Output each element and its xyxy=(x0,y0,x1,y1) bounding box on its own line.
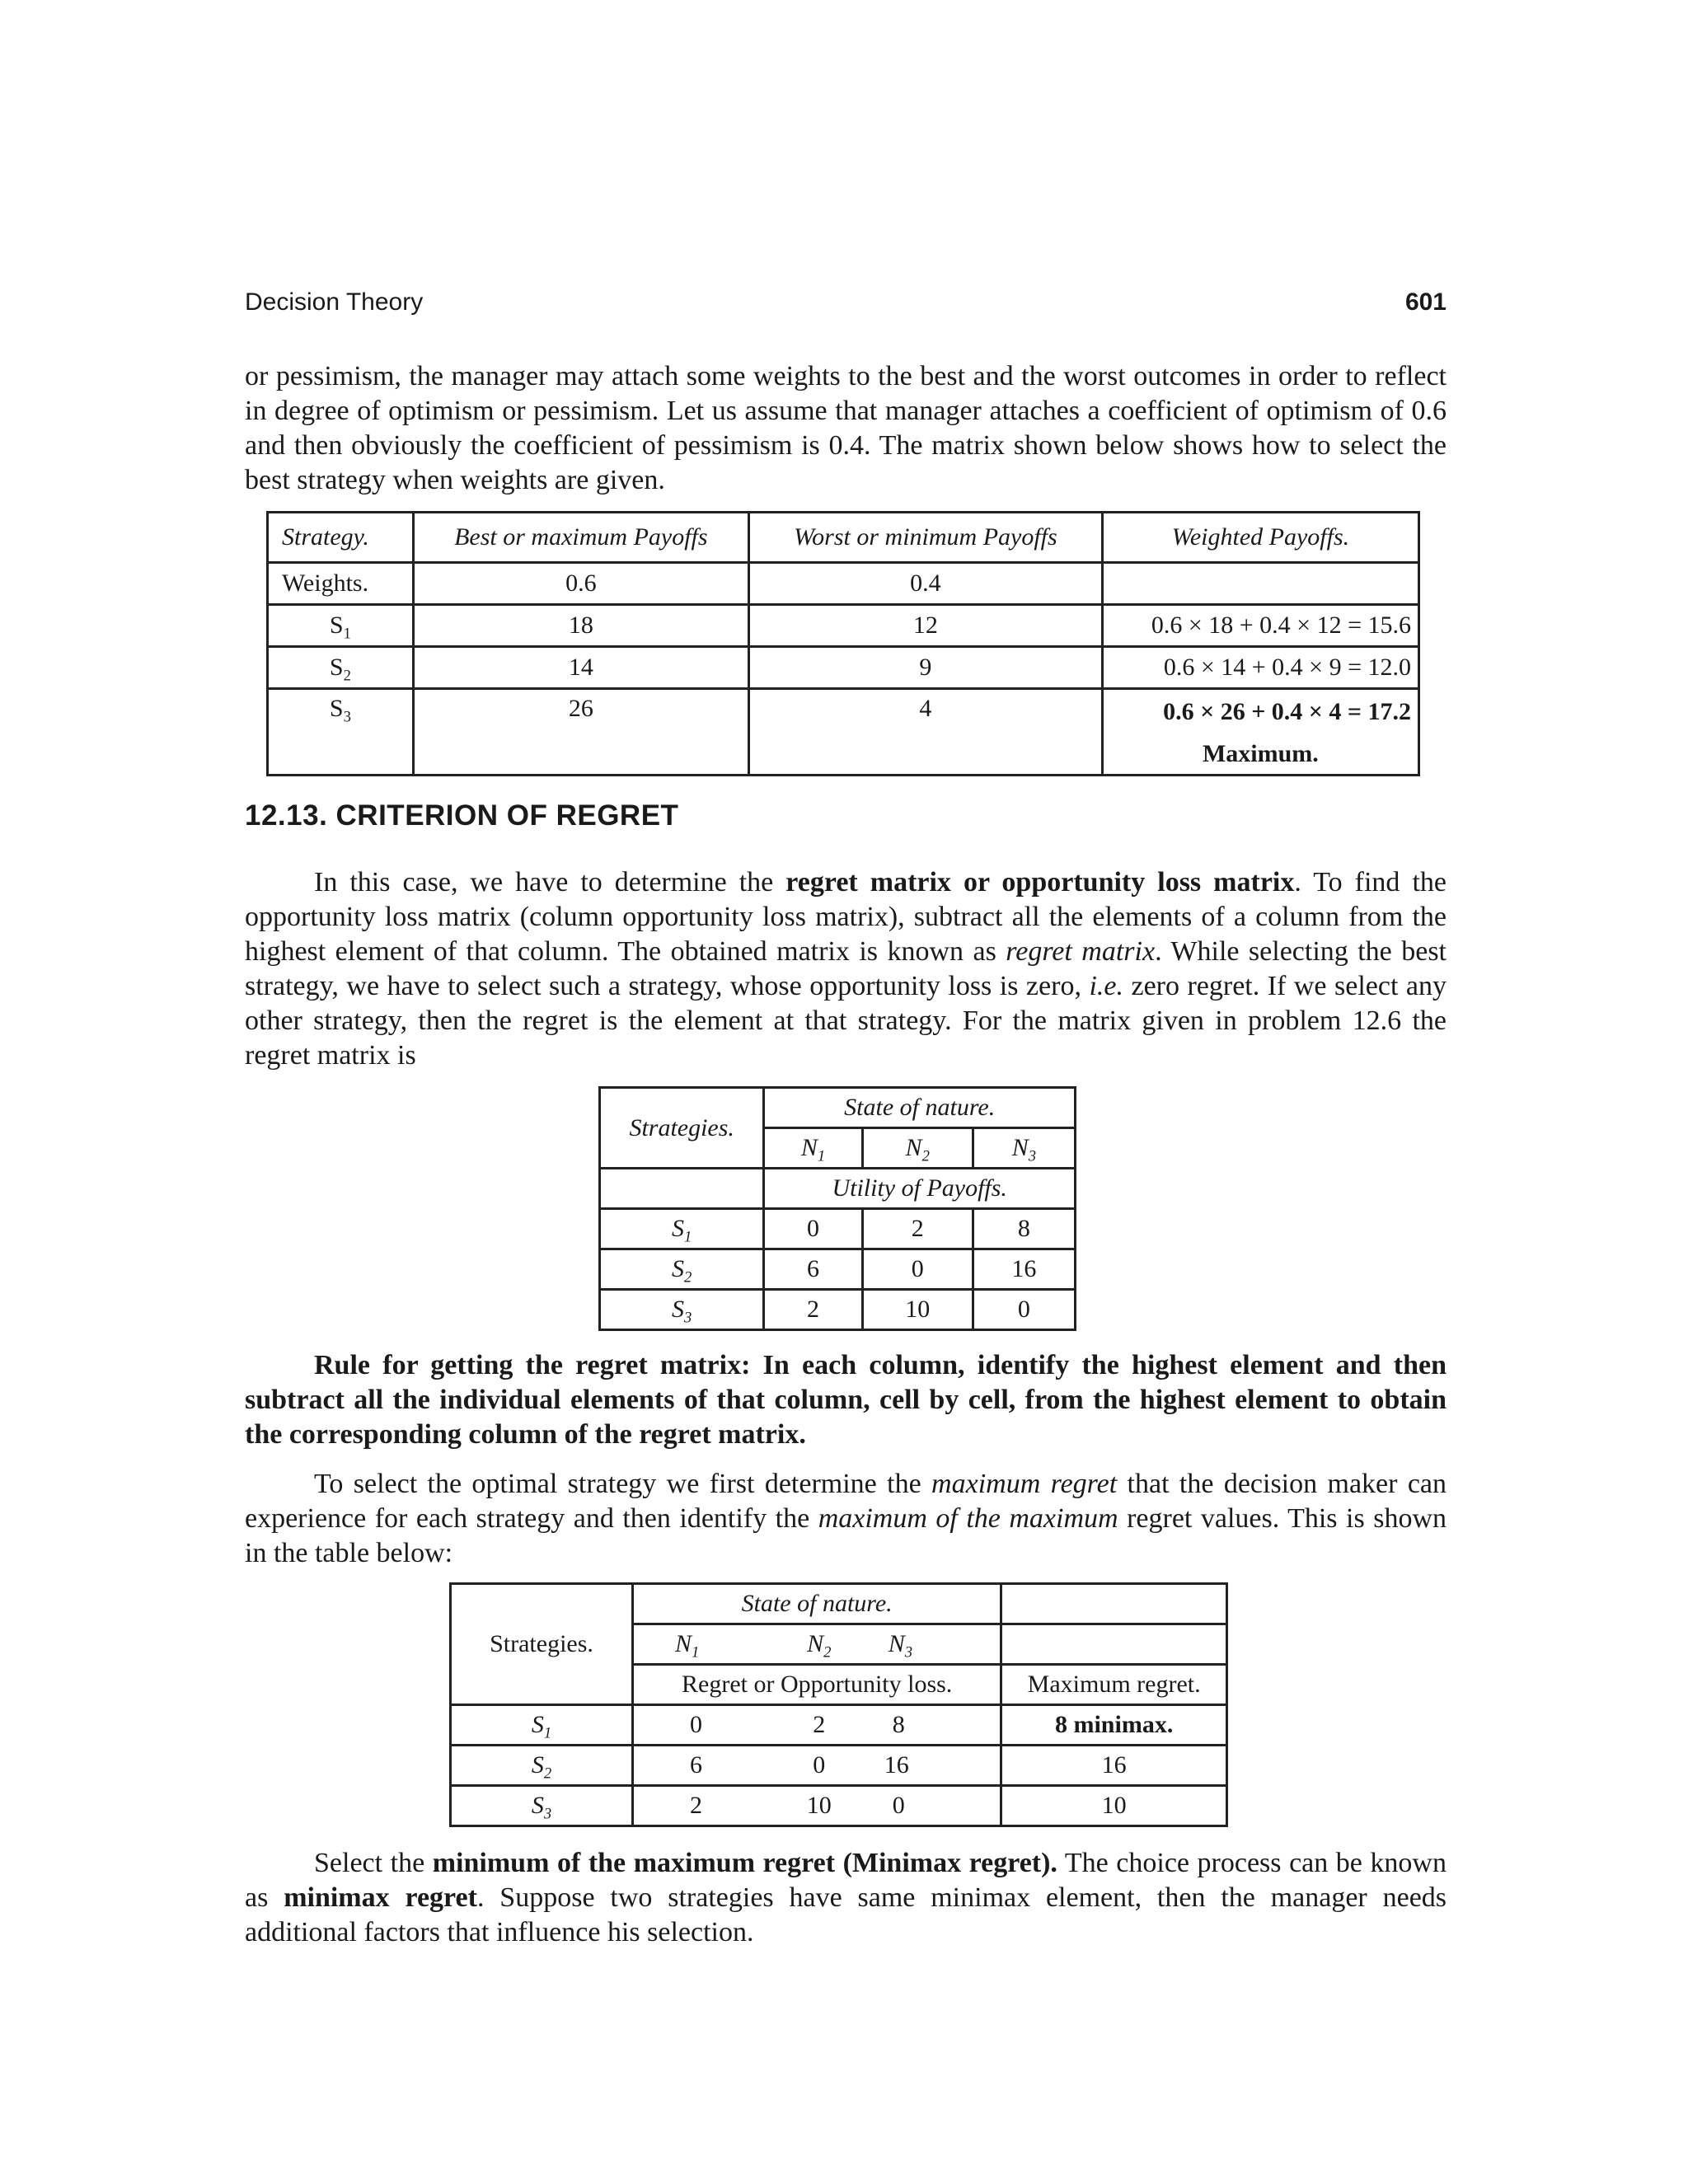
value-cell: 10 xyxy=(754,1786,884,1826)
page-number: 601 xyxy=(1404,288,1447,316)
strategy-cell: $S_3$ xyxy=(451,1786,633,1826)
strategy-cell: $S_1$ xyxy=(268,605,414,647)
value-cell: 0 xyxy=(862,1249,973,1290)
value-cell: 6 xyxy=(633,1746,754,1786)
worst-cell: 12 xyxy=(748,605,1102,647)
value-cell: 2 xyxy=(633,1786,754,1826)
utility-label: Utility of Payoffs. xyxy=(764,1169,1076,1209)
value-cell: 0 xyxy=(754,1746,884,1786)
max-regret-cell: 10 xyxy=(1001,1786,1227,1826)
col-n2: $N_2$ xyxy=(754,1624,884,1665)
best-cell: 14 xyxy=(413,647,748,689)
rule-paragraph: Rule for getting the regret matrix: In each column, identify the highest element and then subtract all the individual elements of that column, cell by cell, from the highest element to obtain the corresponding column of the regret matrix. xyxy=(245,1350,1447,1450)
weight-worst: 0.4 xyxy=(748,563,1102,605)
value-cell: 16 xyxy=(973,1249,1075,1290)
table-row xyxy=(451,1786,1227,1826)
strategy-cell: $S_2$ xyxy=(600,1249,764,1290)
strategy-cell: $S_2$ xyxy=(268,647,414,689)
weighted-cell-max: 0.6 × 26 + 0.4 × 4 = 17.2 xyxy=(1102,689,1418,735)
value-cell: 2 xyxy=(764,1290,862,1330)
state-of-nature-label: State of nature. xyxy=(764,1088,1076,1128)
weights-row xyxy=(268,563,1419,605)
best-cell: 18 xyxy=(413,605,748,647)
max-regret-cell: 8 minimax. xyxy=(1001,1705,1227,1746)
maximum-note: Maximum. xyxy=(1102,734,1418,776)
table-row xyxy=(451,1746,1227,1786)
col-n2: $N_2$ xyxy=(862,1128,973,1169)
weighted-cell: 0.6 × 18 + 0.4 × 12 = 15.6 xyxy=(1102,605,1418,647)
value-cell: 0 xyxy=(764,1209,862,1249)
intro-paragraph: or pessimism, the manager may attach some weights to the best and the worst outcomes in order to reflect in degree of optimism or pessimism. Let us assume that manager attaches a coefficient of optimism of 0.6 and then obviously the coefficient of pessimism is 0.4. The matrix shown below shows how to select the best strategy when weights are given. xyxy=(245,361,1447,495)
table-row xyxy=(600,1290,1076,1330)
strategies-label: Strategies. xyxy=(600,1088,764,1169)
value-cell: 0 xyxy=(633,1705,754,1746)
worst-cell: 4 xyxy=(748,689,1102,735)
regret-matrix-table xyxy=(598,1086,1076,1331)
value-cell: 8 xyxy=(884,1705,1001,1746)
value-cell: 0 xyxy=(973,1290,1075,1330)
regret-label: Regret or Opportunity loss. xyxy=(633,1665,1001,1705)
table-header-row xyxy=(451,1584,1227,1624)
table-row xyxy=(268,689,1419,735)
table-row xyxy=(600,1209,1076,1249)
table-row xyxy=(600,1249,1076,1290)
table-header-row xyxy=(600,1088,1076,1128)
weight-empty xyxy=(1102,563,1418,605)
value-cell: 10 xyxy=(862,1290,973,1330)
value-cell: 8 xyxy=(973,1209,1075,1249)
note-row xyxy=(268,734,1419,776)
value-cell: 2 xyxy=(754,1705,884,1746)
value-cell: 2 xyxy=(862,1209,973,1249)
minimax-intro-paragraph: To select the optimal strategy we first determine the maximum regret that the decision maker can experience for each strategy and then identify the maximum of the maximum regret values. This is shown in the table below: xyxy=(245,1469,1447,1568)
best-cell: 26 xyxy=(413,689,748,735)
running-head-title: Decision Theory xyxy=(245,288,424,316)
weights-label: Weights. xyxy=(268,563,414,605)
section-heading: 12.13. CRITERION OF REGRET xyxy=(245,799,679,832)
header-weighted-payoffs: Weighted Payoffs. xyxy=(1102,513,1418,563)
state-of-nature-label: State of nature. xyxy=(633,1584,1001,1624)
col-n1: $N_1$ xyxy=(764,1128,862,1169)
table-row xyxy=(451,1705,1227,1746)
table-row xyxy=(268,605,1419,647)
regret-intro-paragraph: In this case, we have to determine the regret matrix or opportunity loss matrix. To find the opportunity loss matrix (column opportunity loss matrix), subtract all the elements of a column from the highest element of that column. The obtained matrix is known as regret matrix. While selecting the best strategy, we have to select such a strategy, whose opportunity loss is zero, i.e. zero regret. If we select any other strategy, then the regret is the element at that strategy. For the matrix given in problem 12.6 the regret matrix is xyxy=(245,867,1447,1071)
max-regret-cell: 16 xyxy=(1001,1746,1227,1786)
closing-paragraph: Select the minimum of the maximum regret (Minimax regret). The choice process can be known as minimax regret. Suppose two strategies have same minimax element, then the manager needs additional factors that influence his selection. xyxy=(245,1848,1447,1947)
col-n1: $N_1$ xyxy=(633,1624,754,1665)
strategy-cell: $S_3$ xyxy=(268,689,414,735)
header-strategy: Strategy. xyxy=(268,513,414,563)
header-worst-payoffs: Worst or minimum Payoffs xyxy=(748,513,1102,563)
maximum-regret-label: Maximum regret. xyxy=(1001,1665,1227,1705)
table-header-row xyxy=(600,1169,1076,1209)
strategies-label: Strategies. xyxy=(451,1584,633,1705)
weight-best: 0.6 xyxy=(413,563,748,605)
weighted-payoff-table xyxy=(266,511,1420,776)
table-row xyxy=(268,647,1419,689)
strategy-cell: $S_1$ xyxy=(451,1705,633,1746)
header-best-payoffs: Best or maximum Payoffs xyxy=(413,513,748,563)
worst-cell: 9 xyxy=(748,647,1102,689)
strategy-cell: $S_1$ xyxy=(600,1209,764,1249)
maximum-regret-table xyxy=(449,1582,1228,1827)
strategy-cell: $S_2$ xyxy=(451,1746,633,1786)
value-cell: 0 xyxy=(884,1786,1001,1826)
weighted-cell: 0.6 × 14 + 0.4 × 9 = 12.0 xyxy=(1102,647,1418,689)
value-cell: 16 xyxy=(884,1746,1001,1786)
col-n3: $N_3$ xyxy=(884,1624,1001,1665)
value-cell: 6 xyxy=(764,1249,862,1290)
col-n3: $N_3$ xyxy=(973,1128,1075,1169)
strategy-cell: $S_3$ xyxy=(600,1290,764,1330)
running-head xyxy=(245,288,1447,325)
table-header-row xyxy=(268,513,1419,563)
